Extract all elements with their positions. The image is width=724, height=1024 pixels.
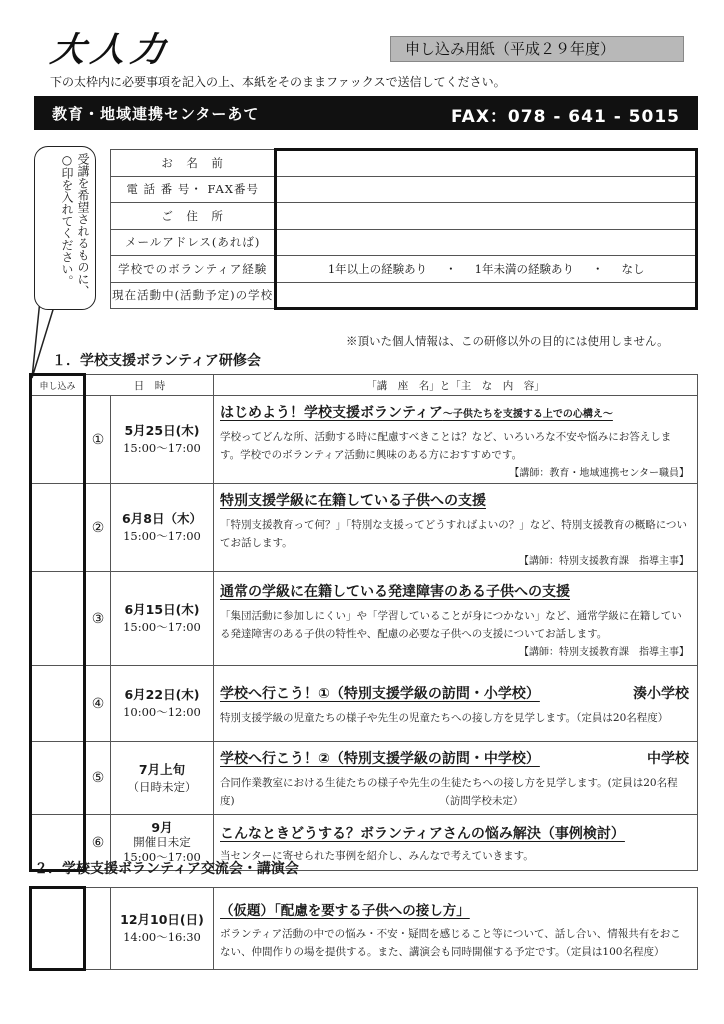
date-time: 15:00〜17:00 — [123, 441, 201, 455]
visit-school: 中学校 — [647, 751, 689, 767]
table-row — [31, 396, 698, 484]
date-note: 開催日未定 — [133, 835, 191, 849]
date-main: 12月10日(日) — [120, 912, 204, 927]
applicant-info-table — [110, 148, 698, 310]
option-under-1yr[interactable]: 1年未満の経験あり — [474, 261, 574, 276]
session-date — [111, 396, 214, 484]
session-content — [214, 572, 698, 666]
session-content — [214, 742, 698, 815]
info-label: 現在活動中(活動予定)の学校 — [111, 282, 276, 309]
experience-field[interactable] — [276, 256, 697, 283]
experience-options — [277, 261, 695, 277]
email-field[interactable] — [276, 229, 697, 256]
exchange-table — [29, 886, 698, 971]
address-field[interactable] — [276, 203, 697, 230]
date-time: 15:00〜17:00 — [123, 850, 201, 864]
date-time: 14:00〜16:30 — [123, 930, 201, 944]
session-number: ⑤ — [85, 742, 111, 815]
session-description: 特別支援学級の児童たちの様子や先生の児童たちへの接し方を見学します。（定員は20名程度） — [220, 711, 669, 724]
content-header: 「講 座 名」と「主 な 内 容」 — [214, 375, 698, 396]
option-over-1yr[interactable]: 1年以上の経験あり — [327, 261, 428, 276]
session-date — [111, 742, 214, 815]
visit-school: 湊小学校 — [633, 685, 689, 702]
addressee-bar — [34, 96, 698, 130]
date-main: 6月8日（木） — [122, 511, 202, 526]
info-label: 学校でのボランティア経験 — [111, 256, 276, 283]
session-content — [214, 396, 698, 484]
table-row — [31, 484, 698, 572]
option-separator: ・ — [445, 261, 457, 276]
event-date — [111, 888, 214, 970]
info-row-email — [111, 229, 697, 256]
date-time: （日時未定） — [127, 779, 197, 794]
session-lecturer: 【講師：教育・地域連携センター職員】 — [509, 468, 689, 479]
table-row — [31, 572, 698, 666]
table-row — [31, 742, 698, 815]
apply-checkbox-2[interactable] — [31, 484, 85, 572]
apply-checkbox-5[interactable] — [31, 742, 85, 815]
session-number: ① — [85, 396, 111, 484]
session-description: 「特別支援教育って何？」「特別な支援ってどうすればよいの？」など、特別支援教育の概略についてお話します。 — [220, 519, 688, 549]
date-main: 9月 — [151, 820, 173, 835]
date-main: 5月25日(木) — [124, 423, 200, 438]
apply-header: 申し込み — [31, 375, 85, 396]
session-lecturer: 【講師：特別支援教育課 指導主事】 — [519, 647, 689, 658]
session-content — [214, 666, 698, 742]
session-number: ③ — [85, 572, 111, 666]
date-main: 7月上旬 — [138, 761, 186, 777]
callout-bubble — [34, 146, 96, 310]
apply-checkbox-4[interactable] — [31, 666, 85, 742]
course-table — [29, 373, 698, 872]
apply-checkbox-exchange[interactable] — [31, 888, 85, 970]
info-label: ご 住 所 — [111, 203, 276, 230]
form-title: 申し込み用紙（平成２９年度） — [390, 36, 684, 62]
addressee-label: 教育・地域連携センターあて — [52, 105, 260, 123]
logo: 大人力 — [48, 30, 174, 70]
session-description: 合同作業教室における生徒たちの様子や先生の生徒たちへの接し方を見学します。(定員は20名程度) （訪問学校未定） — [220, 777, 678, 807]
table-row — [31, 666, 698, 742]
session-title: はじめよう！学校支援ボランティア〜子供たちを支援する上での心構え〜 — [220, 405, 613, 421]
session-lecturer: 【講師：特別支援教育課 指導主事】 — [519, 556, 689, 567]
session-title: こんなときどうする？ボランティアさんの悩み解決（事例検討） — [220, 825, 625, 842]
option-none[interactable]: なし — [621, 261, 645, 276]
session-number: ⑥ — [85, 815, 111, 871]
session-title: 学校へ行こう！②（特別支援学級の訪問・中学校） — [220, 751, 540, 767]
event-content — [214, 888, 698, 970]
name-field[interactable] — [276, 150, 697, 177]
phone-fax-field[interactable] — [276, 176, 697, 203]
info-label: メールアドレス(あれば) — [111, 229, 276, 256]
section2-title: ２．学校支援ボランティア交流会・講演会 — [34, 861, 299, 877]
privacy-note: ※頂いた個人情報は、この研修以外の目的には使用しません。 — [346, 334, 669, 348]
date-header: 日 時 — [85, 375, 214, 396]
option-separator: ・ — [592, 261, 604, 276]
info-label: お 名 前 — [111, 150, 276, 177]
session-title: 特別支援学級に在籍している子供への支援 — [220, 493, 486, 509]
date-time: 15:00〜17:00 — [123, 620, 201, 634]
info-row-address — [111, 203, 697, 230]
session-description: 「集団活動に参加しにくい」や「学習していることが身につかない」など、通常学級に在籍している発達障害のある子供の特性や、配慮の必要な子供への支援についてお話します。 — [220, 610, 682, 640]
info-row-name — [111, 150, 697, 177]
session-content — [214, 484, 698, 572]
fax-number: FAX：078 - 641 - 5015 — [451, 107, 680, 127]
date-time: 15:00〜17:00 — [123, 529, 201, 543]
session-date — [111, 572, 214, 666]
info-row-experience — [111, 256, 697, 283]
session-subtitle: 〜子供たちを支援する上での心構え〜 — [442, 409, 613, 420]
date-time: 10:00〜12:00 — [123, 705, 201, 719]
session-title: 通常の学級に在籍している発達障害のある子供への支援 — [220, 584, 570, 600]
info-row-school — [111, 282, 697, 309]
callout-text: 受講を希望されるものに、○印を入れてください。 — [60, 153, 90, 297]
session-date — [111, 666, 214, 742]
apply-checkbox-1[interactable] — [31, 396, 85, 484]
event-description: ボランティア活動の中での悩み・不安・疑問を感じること等について、話し合い、情報共有をおこない、仲間作りの場を提供する。また、講演会も同時開催する予定です。（定員は100名程度） — [220, 927, 681, 958]
spacer-cell — [85, 888, 111, 970]
session-description: 学校ってどんな所、活動する時に配慮すべきことは？など、いろいろな不安や悩みにお答えします。学校でのボランティア活動に興味のある方におすすめです。 — [220, 431, 672, 461]
date-main: 6月22日(木) — [124, 687, 200, 702]
session-number: ④ — [85, 666, 111, 742]
session-title: 学校へ行こう！①（特別支援学級の訪問・小学校） — [220, 685, 540, 702]
session-number: ② — [85, 484, 111, 572]
current-school-field[interactable] — [276, 282, 697, 309]
info-row-phone — [111, 176, 697, 203]
session-title-row — [220, 748, 689, 768]
info-label: 電 話 番 号・ FAX番号 — [111, 176, 276, 203]
event-title: （仮題）「配慮を要する子供への接し方」 — [220, 902, 470, 919]
session-date — [111, 484, 214, 572]
session-description: 当センターに寄せられた事例を紹介し、みんなで考えていきます。 — [220, 849, 534, 862]
table-header-row — [31, 375, 698, 396]
section1-title: １．学校支援ボランティア研修会 — [52, 353, 261, 369]
date-main: 6月15日(木) — [124, 602, 200, 617]
session-title-row — [220, 683, 689, 703]
apply-checkbox-3[interactable] — [31, 572, 85, 666]
instruction-text: 下の太枠内に必要事項を記入の上、本紙をそのままファックスで送信してください。 — [50, 75, 506, 89]
table-row — [31, 888, 698, 970]
